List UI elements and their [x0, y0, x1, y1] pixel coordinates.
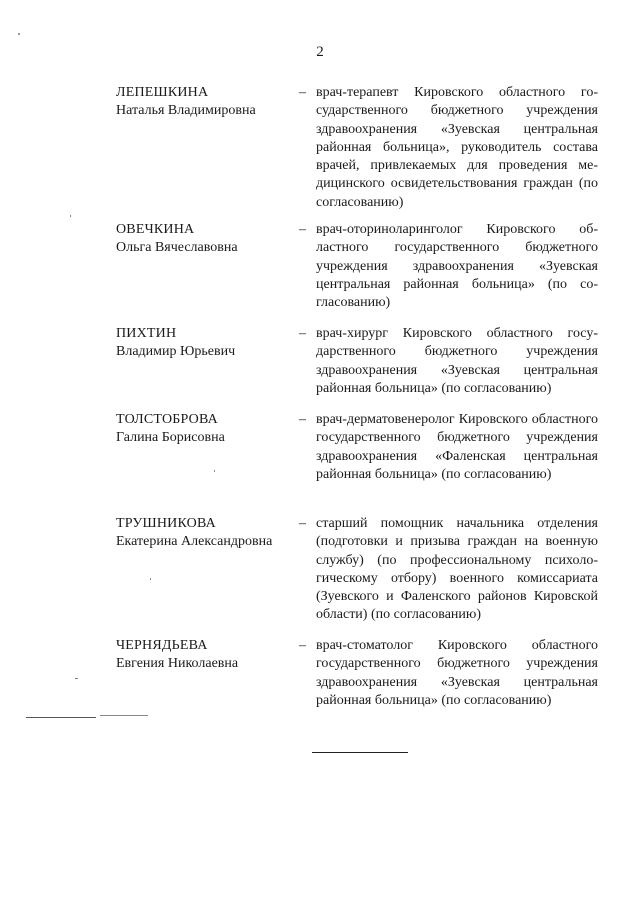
- person-name: [116, 84, 296, 120]
- surname: ТОЛСТОБРОВА: [116, 412, 218, 427]
- dash: –: [299, 516, 306, 531]
- dash: –: [299, 326, 306, 341]
- position-description: старший помощник начальника отделения (подготовки и призыва граждан на военную службу) (по профессиональному психологическому отбору) военного комиссариата (Зуевского и Фаленского районов Кировской области) (по согласованию): [316, 516, 598, 623]
- page-number: 2: [316, 44, 324, 60]
- surname: ПИХТИН: [116, 326, 177, 341]
- scan-speck: [150, 578, 151, 580]
- given-name: Галина Борисовна: [116, 430, 225, 445]
- person-name: [116, 515, 296, 551]
- scan-speck: [18, 33, 20, 35]
- scan-artifact-line: [26, 717, 96, 718]
- person-name: [116, 325, 296, 361]
- surname: ЛЕПЕШКИНА: [116, 85, 209, 100]
- surname: ЧЕРНЯДЬЕВА: [116, 638, 208, 653]
- dash: –: [299, 85, 306, 100]
- dash: –: [299, 412, 306, 427]
- dash: –: [299, 638, 306, 653]
- scan-artifact-line: [100, 715, 148, 716]
- position-description: врач-стоматолог Кировского областного государственного бюджетного учреждения здравоохранения «Зуевская центральная районная больница» (по согласованию): [316, 638, 598, 708]
- given-name: Екатерина Александровна: [116, 534, 273, 549]
- scan-speck: [75, 678, 78, 679]
- position-description: врач-дерматовенеролог Кировского областного государственного бюджетного учреждения здравоохранения «Фаленская центральная районная больница» (по согласованию): [316, 412, 598, 482]
- surname: ТРУШНИКОВА: [116, 516, 216, 531]
- scan-speck: [70, 215, 71, 217]
- person-name: [116, 637, 296, 673]
- scan-speck: [214, 470, 215, 472]
- surname: ОВЕЧКИНА: [116, 222, 195, 237]
- person-name: [116, 221, 296, 257]
- position-description: врач-терапевт Кировского областного государственного бюджетного учреждения здравоохранения «Зуевская центральная районная больница», руководитель состава врачей, привлекаемых для проведения медицинского освидетельствования граждан (по согласованию): [316, 85, 598, 210]
- person-name: [116, 411, 296, 447]
- given-name: Евгения Николаевна: [116, 656, 239, 671]
- position-description: врач-оториноларинголог Кировского областного государственного бюджетного учреждения здравоохранения «Зуевская центральная районная больница» (по согласованию): [316, 222, 598, 311]
- end-divider: [312, 752, 408, 753]
- given-name: Ольга Вячеславовна: [116, 240, 238, 255]
- position-description: врач-хирург Кировского областного государственного бюджетного учреждения здравоохранения «Зуевская центральная районная больница» (по согласованию): [316, 326, 598, 396]
- given-name: Владимир Юрьевич: [116, 344, 236, 359]
- given-name: Наталья Владимировна: [116, 103, 256, 118]
- dash: –: [299, 222, 306, 237]
